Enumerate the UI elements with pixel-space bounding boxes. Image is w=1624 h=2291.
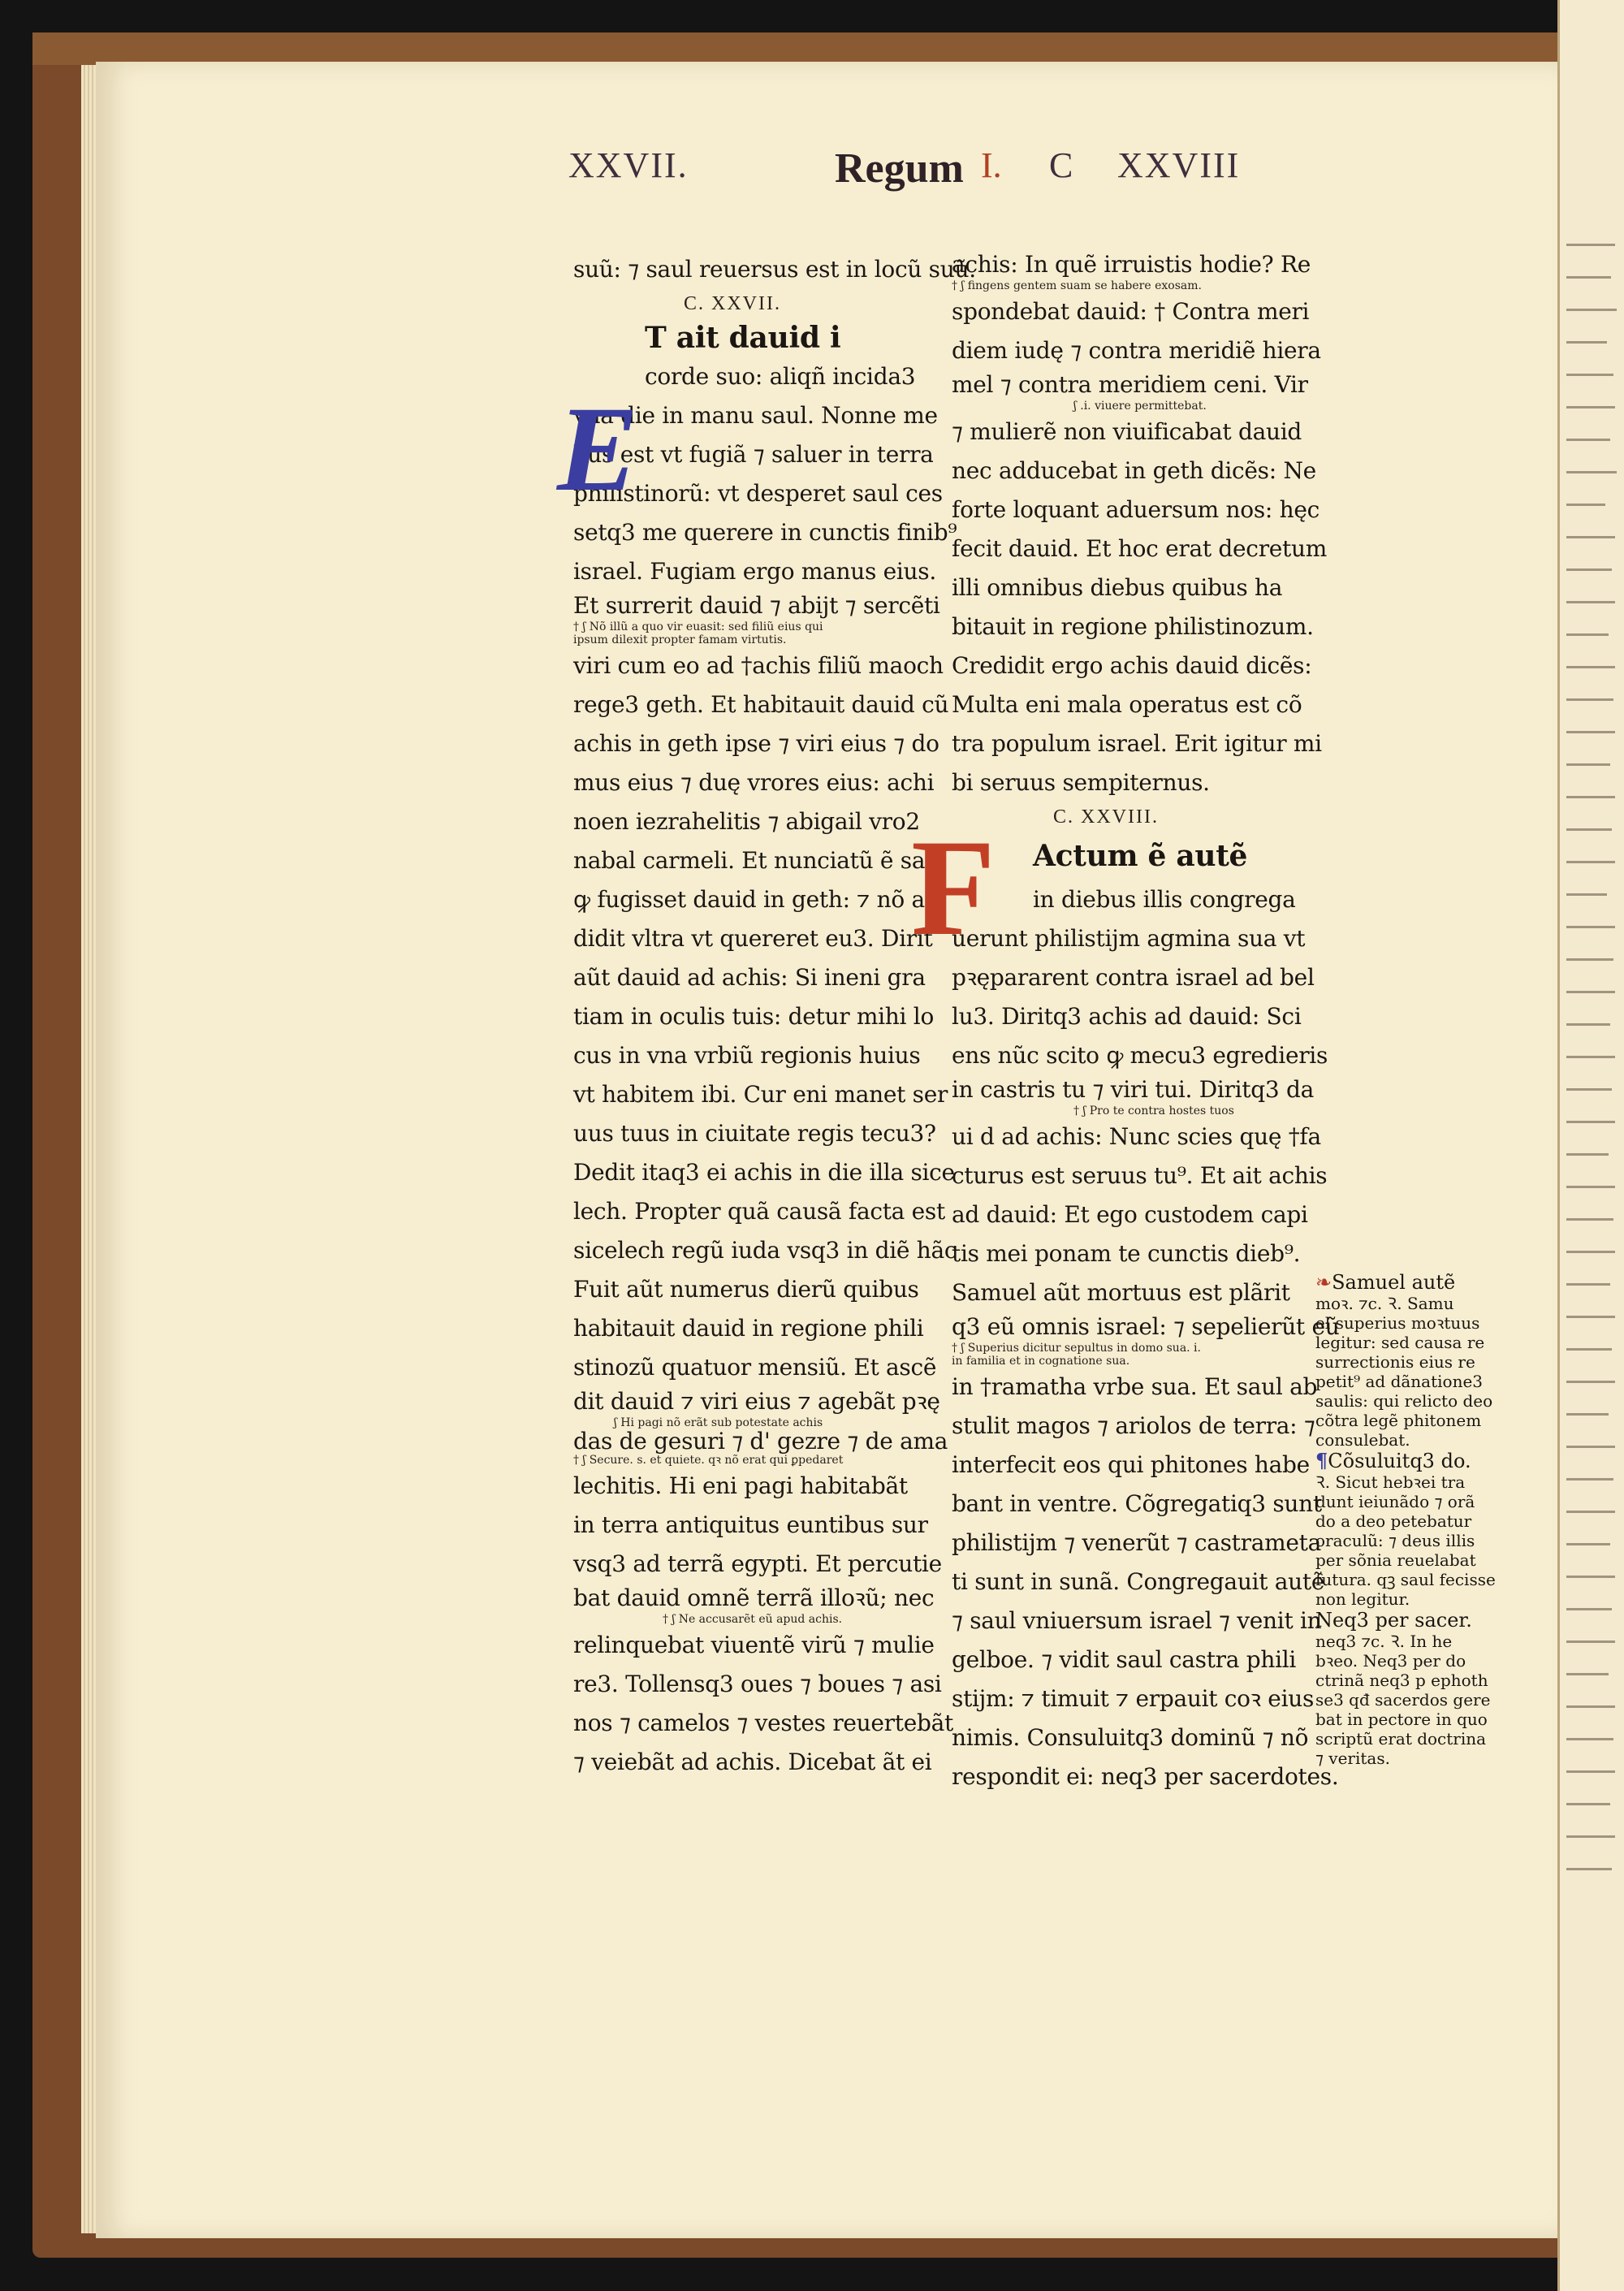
text-line: ens nũc scito ꝙ mecu3 egredieris <box>952 1042 1328 1069</box>
text-line: Et surrerit dauid ⁊ abijt ⁊ sercẽti <box>573 592 940 619</box>
interlinear-gloss: † ʃ Nõ illũ a quo vir euasit: sed filiũ eius qui <box>573 620 823 633</box>
running-title-book-number: I. <box>981 145 1002 185</box>
text-line: relinquebat viuentẽ virũ ⁊ mulie <box>573 1632 935 1658</box>
commentary-line: ⁊ veritas. <box>1315 1749 1390 1768</box>
text-line: lu3. Diritq3 achis ad dauid: Sci <box>952 1003 1302 1030</box>
text-line: Actum ẽ autẽ <box>1033 839 1248 873</box>
text-column-right <box>911 250 1340 1796</box>
text-line: diem iudę ⁊ contra meridiẽ hiera <box>952 337 1321 364</box>
text-line: in castris tu ⁊ viri tui. Diritq3 da <box>952 1076 1315 1103</box>
text-line: ad dauid: Et ego custodem capi <box>952 1201 1308 1228</box>
commentary-line: moꝛ. ⁊c. Ꝛ. Samu <box>1315 1294 1454 1313</box>
text-line: lechitis. Hi eni pagi habitabãt <box>573 1472 908 1499</box>
text-line: habitauit dauid in regione phili <box>573 1315 924 1342</box>
commentary-line: bat in pectore in quo <box>1315 1710 1488 1729</box>
text-line: setq3 me querere in cunctis finib⁹ <box>573 519 957 546</box>
commentary-line: petit⁹ ad dãnatione3 <box>1315 1372 1484 1391</box>
text-column-left <box>557 250 976 1782</box>
text-line: bat dauid omnẽ terrã illoꝛũ; nec <box>573 1584 935 1611</box>
text-line: q3 eũ omnis israel: ⁊ sepelierũt eũ <box>952 1313 1340 1340</box>
folio-prefix: C <box>1049 145 1073 185</box>
commentary-line: Ꝛ. Sicut hebꝛei tra <box>1315 1472 1466 1492</box>
commentary-line: dunt ieiunãdo ⁊ orã <box>1315 1492 1475 1511</box>
text-line: rege3 geth. Et habitauit dauid cũ <box>573 691 949 718</box>
commentary-line: se3 qđ sacerdos gere <box>1315 1690 1491 1710</box>
text-line: tiam in oculis tuis: detur mihi lo <box>573 1003 935 1030</box>
text-line: stijm: ⁊ timuit ⁊ erpauit coꝛ eius <box>952 1685 1315 1712</box>
text-line: ti sunt in sunã. Congregauit autẽ <box>952 1568 1325 1595</box>
text-line: nabal carmeli. Et nunciatũ ẽ saul <box>573 847 947 874</box>
text-line: bitauit in regione philistinozum. <box>952 613 1314 640</box>
text-line: lech. Propter quã causã facta est <box>573 1198 945 1225</box>
commentary-line: do a deo petebatur <box>1315 1511 1472 1531</box>
chapter-heading: C. XXVIII. <box>1053 806 1159 828</box>
text-line: achis in geth ipse ⁊ viri eius ⁊ do <box>573 730 939 757</box>
text-line: Dedit itaq3 ei achis in die illa sice <box>573 1159 955 1186</box>
interlinear-gloss: † ʃ Superius dicitur sepultus in domo sua. i. <box>952 1342 1201 1355</box>
text-line: in diebus illis congrega <box>1033 886 1296 913</box>
text-line: lius est vt fugiã ⁊ saluer in terra <box>573 441 934 468</box>
decorated-initial-e: E <box>557 382 639 517</box>
text-line: pꝛępararent contra israel ad bel <box>952 964 1315 991</box>
text-line: Fuit aũt numerus dierũ quibus <box>573 1276 919 1303</box>
text-line: spondebat dauid: † Contra meri <box>952 298 1310 325</box>
text-line: philistinorũ: vt desperet saul ces <box>573 480 943 507</box>
facing-page-fragment <box>1557 0 1624 2291</box>
text-line: uus tuus in ciuitate regis tecu3? <box>573 1120 936 1147</box>
commentary-line: saulis: qui relicto deo <box>1315 1391 1493 1411</box>
text-line: Multa eni mala operatus est cõ <box>952 691 1302 718</box>
text-line: tis mei ponam te cunctis dieb⁹. <box>952 1240 1301 1267</box>
decorated-initial-f: F <box>911 811 996 964</box>
text-line: corde suo: aliqñ incida3 <box>645 363 916 390</box>
text-line: vsq3 ad terrã egypti. Et percutie <box>573 1550 942 1577</box>
interlinear-gloss: in familia et in cognatione sua. <box>952 1355 1130 1368</box>
text-line: suũ: ⁊ saul reuersus est in locũ suũ. <box>573 256 976 283</box>
folio-number-right: XXVIII <box>1117 145 1241 185</box>
marginal-commentary <box>1315 1271 1496 1768</box>
text-line: gelboe. ⁊ vidit saul castra phili <box>952 1646 1297 1673</box>
text-line: sicelech regũ iuda vsq3 in diẽ hãc <box>573 1237 957 1264</box>
commentary-lemma: ¶Cõsuluitq3 do. <box>1315 1449 1471 1472</box>
interlinear-gloss: † ʃ fingens gentem suam se habere exosam. <box>952 279 1202 292</box>
commentary-line: per sõnia reuelabat <box>1315 1550 1476 1570</box>
commentary-lemma: Neq3 per sacer. <box>1315 1609 1472 1632</box>
commentary-line: surrectionis eius re <box>1315 1352 1475 1372</box>
text-line: illi omnibus diebus quibus ha <box>952 574 1283 601</box>
text-line: ⁊ mulierẽ non viuificabat dauid <box>952 418 1302 445</box>
interlinear-gloss: † ʃ Pro te contra hostes tuos <box>1073 1104 1234 1117</box>
text-line: ⁊ saul vniuersum israel ⁊ venit in <box>952 1607 1322 1634</box>
text-line: israel. Fugiam ergo manus eius. <box>573 558 936 585</box>
text-line: tra populum israel. Erit igitur mi <box>952 730 1322 757</box>
text-line: philistijm ⁊ venerũt ⁊ castrameta <box>952 1529 1321 1556</box>
text-line: vna die in manu saul. Nonne me <box>573 402 938 429</box>
commentary-line: el superius moꝛtuus <box>1315 1313 1480 1333</box>
text-line: mus eius ⁊ duę vrores eius: achi <box>573 769 935 796</box>
text-line: uerunt philistijm agmina sua vt <box>952 925 1306 952</box>
text-line: dit dauid ⁊ viri eius ⁊ agebãt pꝛę <box>573 1388 940 1415</box>
text-line: aũt dauid ad achis: Si ineni gra <box>573 964 926 991</box>
commentary-line: non legitur. <box>1315 1589 1410 1609</box>
interlinear-gloss: ipsum dilexit propter famam virtutis. <box>573 633 787 646</box>
text-line: nimis. Consuluitq3 dominũ ⁊ nõ <box>952 1724 1309 1751</box>
text-line: noen iezrahelitis ⁊ abigail vro2 <box>573 808 920 835</box>
chapter-heading: C. XXVII. <box>684 293 781 314</box>
text-line: cturus est seruus tu⁹. Et ait achis <box>952 1162 1328 1189</box>
commentary-line: cõtra legẽ phitonem <box>1315 1411 1482 1430</box>
text-line: re3. Tollensq3 oues ⁊ boues ⁊ asi <box>573 1671 942 1697</box>
text-line: vt habitem ibi. Cur eni manet ser <box>573 1081 948 1108</box>
text-line: viri cum eo ad †achis filiũ maoch <box>573 652 944 679</box>
interlinear-gloss: ʃ Hi pagi nõ erãt sub potestate achis <box>614 1416 823 1429</box>
text-line: Samuel aũt mortuus est plãrit <box>952 1279 1290 1306</box>
interlinear-gloss: † ʃ Ne accusarẽt eũ apud achis. <box>663 1613 843 1626</box>
text-line: stinozũ quatuor mensiũ. Et ascẽ <box>573 1354 937 1381</box>
text-line: in terra antiquitus euntibus sur <box>573 1511 928 1538</box>
interlinear-gloss: ʃ .i. viuere permittebat. <box>1073 400 1207 413</box>
text-line: bi seruus sempiternus. <box>952 769 1210 796</box>
interlinear-gloss: † ʃ Secure. s. et quiete. qꝛ nõ erat qui ꝑpedaret <box>573 1454 844 1467</box>
running-title: Regum <box>835 145 964 192</box>
commentary-line: ctrinã neq3 p ephoth <box>1315 1671 1488 1690</box>
commentary-line: bꝛeo. Neq3 per do <box>1315 1651 1466 1671</box>
text-line: nos ⁊ camelos ⁊ vestes reuertebãt <box>573 1710 953 1736</box>
text-line: ⁊ veiebãt ad achis. Dicebat ãt ei <box>573 1749 932 1775</box>
commentary-lemma: ❧Samuel autẽ <box>1315 1271 1456 1294</box>
text-line: in †ramatha vrbe sua. Et saul ab <box>952 1373 1318 1400</box>
binding-top-edge <box>32 32 1559 65</box>
text-line: stulit magos ⁊ ariolos de terra: ⁊ <box>952 1412 1315 1439</box>
text-line: mel ⁊ contra meridiem ceni. Vir <box>952 371 1308 398</box>
folio-number-left: XXVII. <box>568 145 689 185</box>
text-line: das de gesuri ⁊ d' gezre ⁊ de ama <box>573 1428 948 1455</box>
text-line: ui d ad achis: Nunc scies quę †fa <box>952 1123 1321 1150</box>
commentary-line: consulebat. <box>1315 1430 1410 1450</box>
text-line: forte loquant aduersum nos: hęc <box>952 496 1320 523</box>
text-line: didit vltra vt quereret eu3. Dirit <box>573 925 933 952</box>
commentary-line: neq3 ⁊c. Ꝛ. In he <box>1315 1632 1453 1651</box>
text-line: Credidit ergo achis dauid dicẽs: <box>952 652 1312 679</box>
text-line: bant in ventre. Cõgregatiq3 sunt <box>952 1490 1322 1517</box>
text-line: respondit ei: neq3 per sacerdotes. <box>952 1763 1339 1790</box>
text-line: cus in vna vrbiũ regionis huius <box>573 1042 921 1069</box>
commentary-line: futura. qꝫ saul fecisse <box>1315 1570 1496 1589</box>
text-line: T ait dauid i <box>645 321 841 355</box>
text-line: ꝙ fugisset dauid in geth: ⁊ nõ ad <box>573 886 939 913</box>
commentary-line: legitur: sed causa re <box>1315 1333 1485 1352</box>
text-line: nec adducebat in geth dicẽs: Ne <box>952 457 1316 484</box>
text-line: interfecit eos qui phitones habe <box>952 1451 1310 1478</box>
text-line: achis: In quẽ irruistis hodie? Re <box>952 251 1311 278</box>
commentary-line: scriptũ erat doctrina <box>1315 1729 1487 1749</box>
text-line: fecit dauid. Et hoc erat decretum <box>952 535 1327 562</box>
commentary-line: oraculũ: ⁊ deus illis <box>1315 1531 1475 1550</box>
